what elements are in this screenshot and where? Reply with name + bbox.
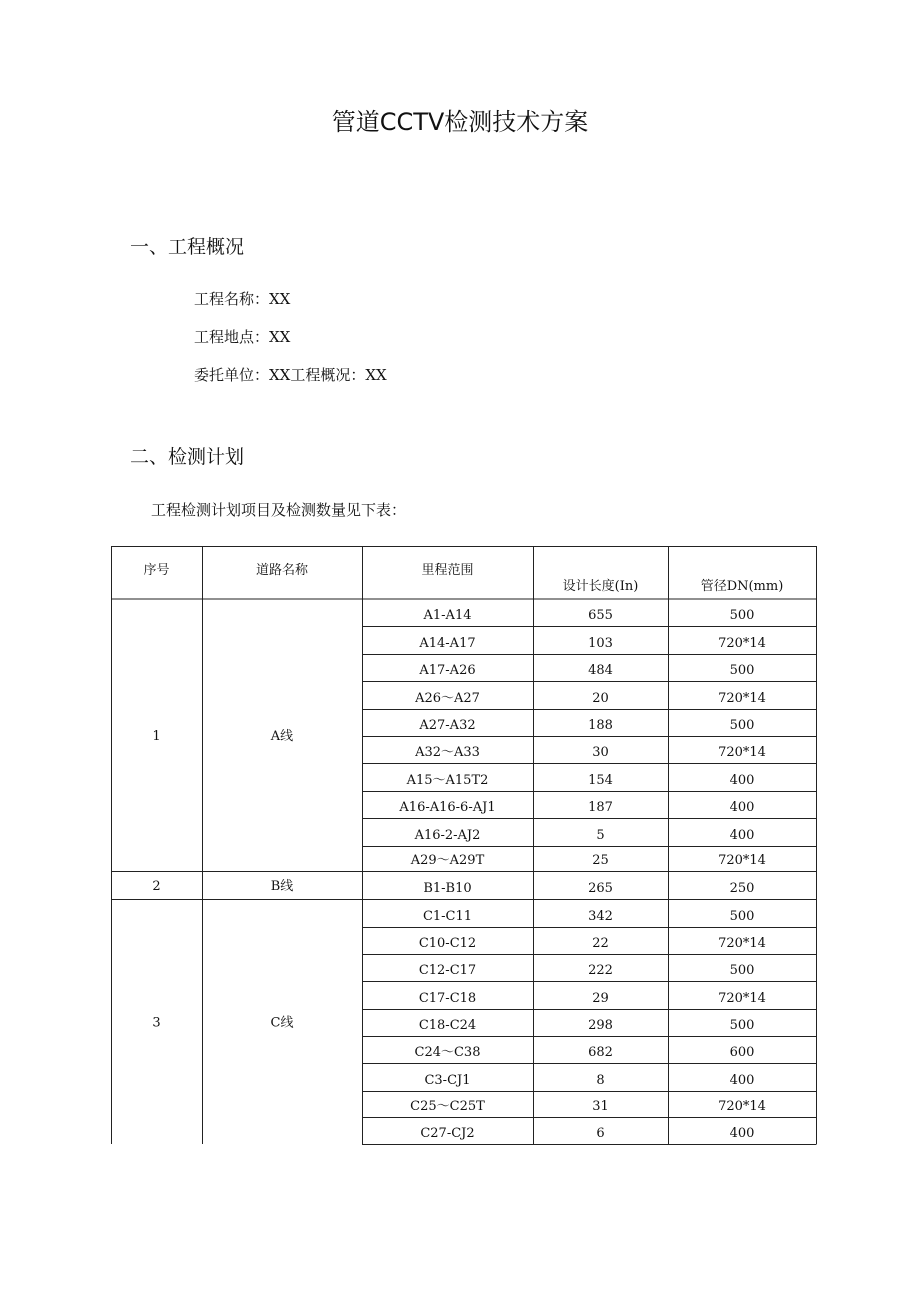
design-length-cell: 29 bbox=[592, 991, 609, 1006]
pipe-diameter-cell: 720*14 bbox=[718, 691, 766, 706]
mileage-range-cell: C25～C25T bbox=[410, 1099, 485, 1114]
mileage-range-cell: C12-C17 bbox=[418, 963, 477, 978]
design-length-cell: 265 bbox=[588, 881, 613, 896]
mileage-range-cell: C27-CJ2 bbox=[420, 1126, 475, 1141]
mileage-range-cell: A17-A26 bbox=[419, 663, 476, 678]
pipe-diameter-cell: 720*14 bbox=[718, 636, 766, 651]
mileage-range-cell: A29～A29T bbox=[410, 853, 485, 868]
row-number-cell: 3 bbox=[152, 1015, 161, 1031]
table-header-cell: 里程范围 bbox=[421, 563, 474, 578]
design-length-cell: 25 bbox=[592, 853, 609, 868]
design-length-cell: 103 bbox=[588, 636, 613, 651]
row-number-cell: 2 bbox=[152, 879, 161, 894]
table-header-cell: 道路名称 bbox=[255, 563, 309, 578]
road-name-cell: A线 bbox=[270, 729, 294, 744]
design-length-cell: 682 bbox=[588, 1045, 613, 1060]
design-length-cell: 20 bbox=[592, 691, 609, 706]
pipe-diameter-cell: 720*14 bbox=[718, 1099, 766, 1114]
pipe-diameter-cell: 400 bbox=[729, 828, 755, 843]
mileage-range-cell: C10-C12 bbox=[418, 936, 477, 951]
design-length-cell: 484 bbox=[588, 663, 613, 678]
table-header-cell: 管径DN(mm) bbox=[700, 579, 784, 594]
mileage-range-cell: A27-A32 bbox=[419, 718, 476, 733]
inspection-plan-table-grid bbox=[111, 546, 817, 1146]
mileage-range-cell: A14-A17 bbox=[419, 636, 476, 651]
mileage-range-cell: A16-A16-6-AJ1 bbox=[399, 800, 496, 815]
section-heading-plan: 二、检测计划 bbox=[130, 446, 245, 468]
mileage-range-cell: B1-B10 bbox=[423, 881, 472, 896]
design-length-cell: 5 bbox=[596, 828, 605, 843]
design-length-cell: 655 bbox=[588, 608, 613, 623]
pipe-diameter-cell: 600 bbox=[729, 1045, 755, 1060]
pipe-diameter-cell: 250 bbox=[729, 881, 755, 896]
design-length-cell: 30 bbox=[592, 745, 609, 760]
design-length-cell: 187 bbox=[588, 800, 613, 815]
pipe-diameter-cell: 500 bbox=[729, 963, 755, 978]
mileage-range-cell: C3-CJ1 bbox=[424, 1073, 471, 1088]
pipe-diameter-cell: 720*14 bbox=[718, 936, 766, 951]
pipe-diameter-cell: 400 bbox=[729, 1126, 755, 1141]
pipe-diameter-cell: 400 bbox=[729, 800, 755, 815]
design-length-cell: 154 bbox=[588, 773, 613, 788]
pipe-diameter-cell: 500 bbox=[729, 1018, 755, 1033]
design-length-cell: 188 bbox=[588, 718, 613, 733]
pipe-diameter-cell: 720*14 bbox=[718, 991, 766, 1006]
section-heading-overview: 一、工程概况 bbox=[130, 236, 245, 258]
mileage-range-cell: A1-A14 bbox=[423, 608, 472, 623]
pipe-diameter-cell: 500 bbox=[729, 909, 755, 924]
pipe-diameter-cell: 720*14 bbox=[718, 745, 766, 760]
row-number-cell: 1 bbox=[152, 729, 161, 744]
mileage-range-cell: C1-C11 bbox=[422, 909, 473, 924]
inspection-plan-table bbox=[111, 546, 817, 1146]
design-length-cell: 222 bbox=[588, 963, 613, 978]
pipe-diameter-cell: 400 bbox=[729, 773, 755, 788]
mileage-range-cell: A26～A27 bbox=[415, 691, 480, 706]
mileage-range-cell: A15～A15T2 bbox=[406, 773, 489, 788]
project-name-line: 工程名称：XX bbox=[194, 290, 291, 308]
table-header-cell: 序号 bbox=[143, 563, 170, 578]
road-name-cell: B线 bbox=[270, 879, 294, 894]
design-length-cell: 8 bbox=[596, 1073, 605, 1088]
design-length-cell: 6 bbox=[596, 1126, 605, 1141]
mileage-range-cell: C24～C38 bbox=[414, 1045, 481, 1060]
pipe-diameter-cell: 400 bbox=[729, 1073, 755, 1088]
mileage-range-cell: A32～A33 bbox=[415, 745, 480, 760]
mileage-range-cell: C17-C18 bbox=[418, 991, 477, 1006]
pipe-diameter-cell: 500 bbox=[729, 718, 755, 733]
project-location-line: 工程地点：XX bbox=[194, 328, 291, 346]
pipe-diameter-cell: 720*14 bbox=[718, 853, 766, 868]
pipe-diameter-cell: 500 bbox=[729, 608, 755, 623]
mileage-range-cell: A16-2-AJ2 bbox=[414, 828, 481, 843]
plan-intro: 工程检测计划项目及检测数量见下表： bbox=[151, 501, 407, 519]
road-name-cell: C线 bbox=[270, 1015, 294, 1031]
pipe-diameter-cell: 500 bbox=[729, 663, 755, 678]
document-title: 管道CCTV检测技术方案 bbox=[331, 108, 589, 136]
design-length-cell: 298 bbox=[588, 1018, 613, 1033]
table-header-cell: 设计长度(In) bbox=[562, 579, 639, 594]
client-line: 委托单位：XX工程概况：XX bbox=[194, 366, 387, 384]
design-length-cell: 342 bbox=[588, 909, 613, 924]
mileage-range-cell: C18-C24 bbox=[418, 1018, 477, 1033]
design-length-cell: 31 bbox=[592, 1099, 609, 1114]
design-length-cell: 22 bbox=[592, 936, 609, 951]
